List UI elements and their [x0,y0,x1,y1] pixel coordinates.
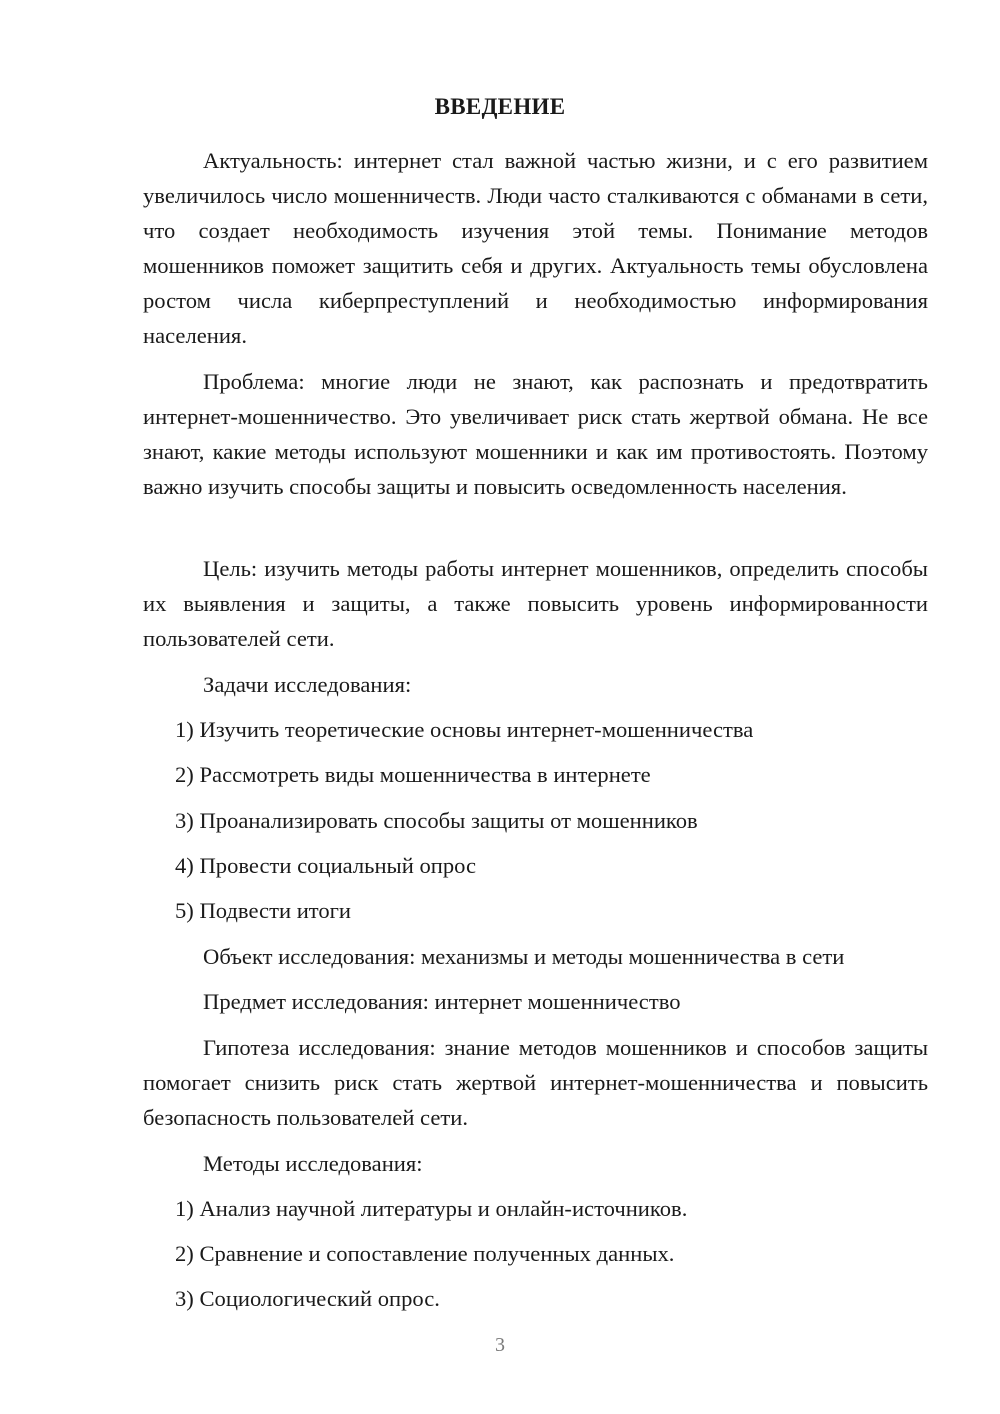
task-list-item: 2) Рассмотреть виды мошенничества в интернете [175,762,651,787]
task-list-item: 3) Проанализировать способы защиты от мошенников [175,808,698,833]
relevance-paragraph: Актуальность: интернет стал важной частью жизни, и с его развитием увеличилось число мошенничеств. Люди часто сталкиваются с обманами в сети, что создает необходимость изучения этой темы. Понимание методов мошенников поможет защитить себя и других. Актуальность темы обусловлена ростом числа киберпреступлений и необходимостью информирования населения. [143,148,928,348]
page-title: ВВЕДЕНИЕ [434,94,566,119]
method-list-item: 1) Анализ научной литературы и онлайн-источников. [175,1196,688,1221]
method-list-item: 3) Социологический опрос. [175,1286,440,1311]
research-object: Объект исследования: механизмы и методы мошенничества в сети [203,944,845,969]
problem-paragraph: Проблема: многие люди не знают, как распознать и предотвратить интернет-мошенничество. Это увеличивает риск стать жертвой обмана. Не все знают, какие методы используют мошенники и как им противостоять. Поэтому важно изучить способы защиты и повысить осведомленность населения. [143,369,928,499]
tasks-heading: Задачи исследования: [203,672,412,697]
hypothesis-paragraph: Гипотеза исследования: знание методов мошенников и способов защиты помогает снизить риск стать жертвой интернет-мошенничества и повысить безопасность пользователей сети. [143,1035,928,1130]
methods-heading: Методы исследования: [203,1151,423,1176]
method-list-item: 2) Сравнение и сопоставление полученных данных. [175,1241,675,1266]
page-number: 3 [495,1334,505,1356]
research-subject: Предмет исследования: интернет мошенничество [203,989,681,1014]
goal-paragraph: Цель: изучить методы работы интернет мошенников, определить способы их выявления и защиты, а также повысить уровень информированности пользователей сети. [143,556,928,651]
task-list-item: 4) Провести социальный опрос [175,853,477,878]
task-list-item: 5) Подвести итоги [175,898,352,923]
task-list-item: 1) Изучить теоретические основы интернет-мошенничества [175,717,754,742]
